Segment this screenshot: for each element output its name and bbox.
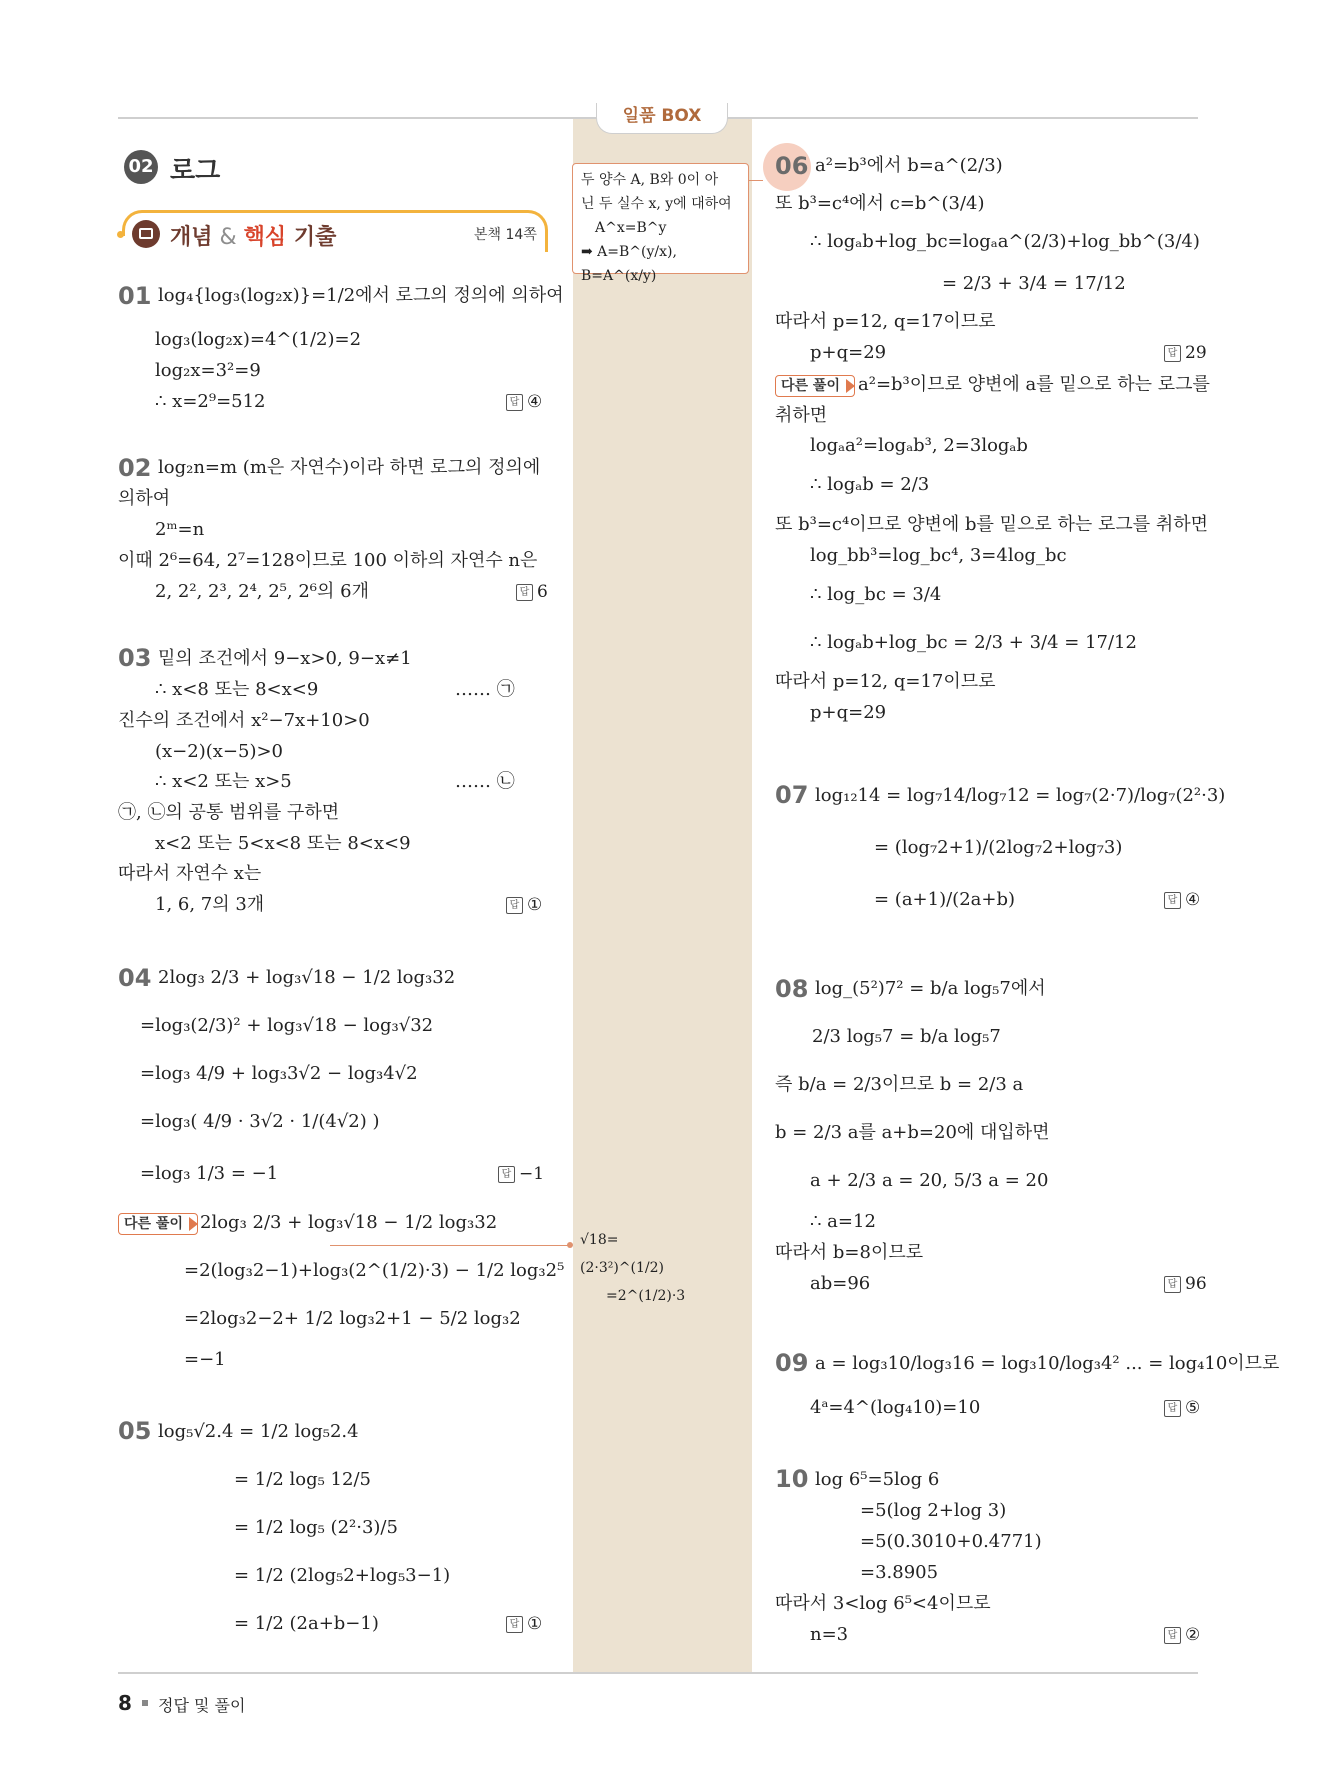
answer-10: 답 ② [1164, 1623, 1200, 1647]
page-number: 8 [118, 1691, 132, 1715]
answer-06: 답 29 [1164, 341, 1207, 365]
answer-09: 답 ⑤ [1164, 1396, 1200, 1420]
chapter-badge: 02 [124, 150, 158, 184]
chapter-title: 로그 [170, 156, 221, 186]
answer-01: 답 ④ [506, 390, 542, 414]
alt-solution-tag: 다른 풀이 [118, 1213, 198, 1235]
book-icon [132, 220, 160, 248]
concept-dot [117, 231, 124, 238]
problem-number: 01 [118, 282, 152, 310]
box-note: 두 양수 A, B와 0이 아 닌 두 실수 x, y에 대하여 A^x=B^y ➡ A=B^(y/x), B=A^(x/y) [572, 163, 749, 274]
concept-title: 개념 & 핵심 기출 [170, 225, 337, 250]
concept-page-ref: 본책 14쪽 [474, 227, 537, 243]
box-title: 일품 BOX [596, 103, 728, 134]
answer-icon: 답 [506, 394, 523, 411]
answer-08: 답 96 [1164, 1272, 1207, 1296]
answer-02: 답 6 [516, 580, 548, 604]
footer-label: 정답 및 풀이 [158, 1696, 246, 1715]
answer-04: 답 −1 [498, 1162, 544, 1186]
bottom-rule [118, 1672, 1198, 1674]
answer-03: 답 ① [506, 893, 542, 917]
answer-05: 답 ① [506, 1612, 542, 1636]
answer-07: 답 ④ [1164, 888, 1200, 912]
box-column [573, 118, 752, 1672]
box-note-sqrt: √18=(2·3²)^(1/2) =2^(1/2)·3 [580, 1232, 686, 1304]
